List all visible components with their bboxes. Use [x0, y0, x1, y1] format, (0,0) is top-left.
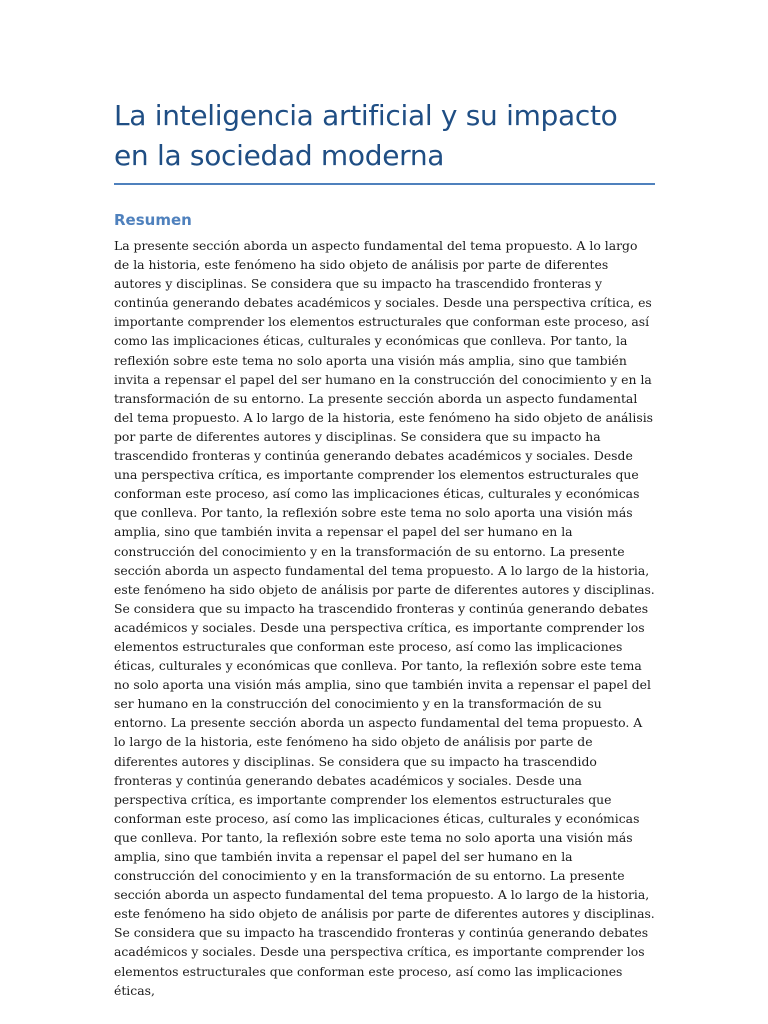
document-title: La inteligencia artificial y su impacto en la sociedad moderna — [114, 99, 618, 172]
title-divider — [114, 183, 655, 185]
body-paragraph: La presente sección aborda un aspecto fundamental del tema propuesto. A lo largo de la historia, este fenómeno ha sido objeto de análisis por parte de diferentes autores y disciplinas. Se considera que su impacto ha trascendido fronteras y continúa generando debates académicos y sociales. Desde una perspectiva crítica, es importante comprender los elementos estructurales que conforman este proceso, así como las implicaciones éticas, culturales y económicas que conlleva. Por tanto, la reflexión sobre este tema no solo aporta una visión más amplia, sino que también invita a repensar el papel del ser humano en la construcción del conocimiento y en la transformación de su entorno. La presente sección aborda un aspecto fundamental del tema propuesto. A lo largo de la historia, este fenómeno ha sido objeto de análisis por parte de diferentes autores y disciplinas. Se considera que su impacto ha trascendido fronteras y continúa generando debates académicos y sociales. Desde una perspectiva crítica, es importante comprender los elementos estructurales que conforman este proceso, así como las implicaciones éticas, culturales y económicas que conlleva. Por tanto, la reflexión sobre este tema no solo aporta una visión más amplia, sino que también invita a repensar el papel del ser humano en la construcción del conocimiento y en la transformación de su entorno. La presente sección aborda un aspecto fundamental del tema propuesto. A lo largo de la historia, este fenómeno ha sido objeto de análisis por parte de diferentes autores y disciplinas. Se considera que su impacto ha trascendido fronteras y continúa generando debates académicos y sociales. Desde una perspectiva crítica, es importante comprender los elementos estructurales que conforman este proceso, así como las implicaciones éticas, culturales y económicas que conlleva. Por tanto, la reflexión sobre este tema no solo aporta una visión más amplia, sino que también invita a repensar el papel del ser humano en la construcción del conocimiento y en la transformación de su entorno. La presente sección aborda un aspecto fundamental del tema propuesto. A lo largo de la historia, este fenómeno ha sido objeto de análisis por parte de diferentes autores y disciplinas. Se considera que su impacto ha trascendido fronteras y continúa generando debates académicos y sociales. Desde una perspectiva crítica, es importante comprender los elementos estructurales que conforman este proceso, así como las implicaciones éticas, culturales y económicas que conlleva. Por tanto, la reflexión sobre este tema no solo aporta una visión más amplia, sino que también invita a repensar el papel del ser humano en la construcción del conocimiento y en la transformación de su entorno. La presente sección aborda un aspecto fundamental del tema propuesto. A lo largo de la historia, este fenómeno ha sido objeto de análisis por parte de diferentes autores y disciplinas. Se considera que su impacto ha trascendido fronteras y continúa generando debates académicos y sociales. Desde una perspectiva crítica, es importante comprender los elementos estructurales que conforman este proceso, así como las implicaciones éticas, — [114, 238, 655, 998]
section-heading: Resumen — [114, 211, 192, 229]
document-page — [114, 96, 656, 998]
